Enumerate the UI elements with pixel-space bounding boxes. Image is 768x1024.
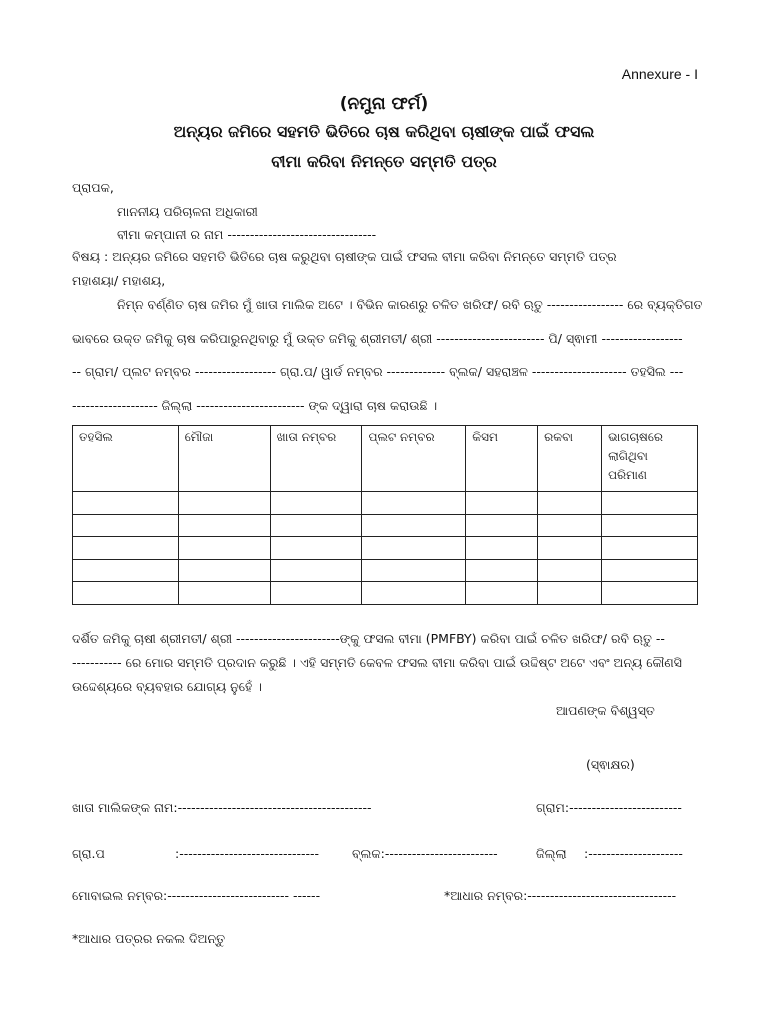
consent-line-2: ----------- ରେ ମୋର ସମ୍ମତି ପ୍ରଦାନ କରୁଛି । ଏହି ସମ୍ମତି କେବଳ ଫସଲ ବୀମା କରିବା ପାଇଁ ଉଦ୍ଦିଷ୍ଟ ଅଟେ ଏବଂ ଅନ୍ୟ କୌଣସି bbox=[72, 655, 682, 670]
header-share-quantity bbox=[602, 426, 698, 492]
recipient-label: ପ୍ରାପକ, bbox=[72, 180, 114, 195]
cell[interactable] bbox=[362, 559, 466, 582]
mobile-number-field[interactable]: ମୋବାଇଲ ନମ୍ବର:--------------------------- ------ bbox=[72, 888, 321, 903]
consent-line-3: ଉଦ୍ଦେଶ୍ୟରେ ବ୍ୟବହାର ଯୋଗ୍ୟ ନୁହେଁ । bbox=[72, 679, 262, 694]
cell[interactable] bbox=[538, 582, 602, 605]
annexure-label: Annexure - I bbox=[621, 66, 698, 82]
cell[interactable] bbox=[362, 582, 466, 605]
cell[interactable] bbox=[73, 514, 179, 537]
table-row bbox=[73, 559, 698, 582]
aadhaar-footnote: *ଆଧାର ପତ୍ରର ନକଲ ଦିଅନ୍ତୁ bbox=[72, 931, 225, 946]
header-share-line-2: ଲାଗିଥିବା bbox=[608, 449, 648, 463]
table-row bbox=[73, 537, 698, 560]
cell[interactable] bbox=[362, 537, 466, 560]
cell[interactable] bbox=[466, 514, 538, 537]
header-tahasil: ତହସିଲ bbox=[73, 426, 179, 492]
signature-label: (ସ୍ଵାକ୍ଷର) bbox=[586, 757, 635, 772]
table-header-row bbox=[73, 426, 698, 492]
body-line-4: ------------------- ଜିଲ୍ଲା ------------------------ ଙ୍କ ଦ୍ୱାରା ଚାଷ କରାଉଛି । bbox=[72, 398, 438, 413]
header-kisam: କିସମ bbox=[466, 426, 538, 492]
subject-line: ବିଷୟ : ଅନ୍ୟର ଜମିରେ ସହମତି ଭିତିରେ ଚାଷ କରୁଥିବା ଚାଷୀଙ୍କ ପାଇଁ ଫସଲ ବୀମା କରିବା ନିମନ୍ତେ ସମ୍ମତି ପତ୍ର bbox=[72, 249, 617, 264]
cell[interactable] bbox=[73, 582, 179, 605]
salutation: ମହାଶୟା/ ମହାଶୟ, bbox=[72, 273, 166, 288]
aadhaar-number-field[interactable]: *ଆଧାର ନମ୍ବର:--------------------------------- bbox=[444, 888, 677, 903]
gp-label: ଗ୍ରା.ପ bbox=[72, 846, 105, 861]
owner-name-field[interactable]: ଖାତା ମାଲିକଙ୍କ ନାମ:------------------------------------------- bbox=[72, 800, 372, 815]
cell[interactable] bbox=[466, 582, 538, 605]
village-field[interactable]: ଗ୍ରାମ:------------------------- bbox=[536, 800, 682, 815]
form-title-line-2: ବୀମା କରିବା ନିମନ୍ତେ ସମ୍ମତି ପତ୍ର bbox=[271, 152, 497, 171]
cell[interactable] bbox=[538, 492, 602, 515]
body-line-1: ନିମ୍ନ ବର୍ଣ୍ଣିତ ଚାଷ ଜମିର ମୁଁ ଖାତା ମାଲିକ ଅଟେ । ବିଭିନ କାରଣରୁ ଚଳିତ ଖରିଫ/ ରବି ଋତୁ ----------------- ରେ ବ୍ୟକ୍ତିଗତ bbox=[117, 297, 703, 312]
table-row bbox=[73, 514, 698, 537]
cell[interactable] bbox=[178, 582, 270, 605]
cell[interactable] bbox=[466, 492, 538, 515]
officer-line: ମାନନୀୟ ପରିଚାଳନା ଅଧିକାରୀ bbox=[117, 204, 258, 219]
header-plot-number: ପ୍ଲଟ ନମ୍ବର bbox=[362, 426, 466, 492]
cell[interactable] bbox=[73, 559, 179, 582]
header-share-line-1: ଭାଗଚାଷରେ bbox=[608, 430, 663, 444]
gp-field[interactable]: :------------------------------- bbox=[175, 846, 320, 861]
cell[interactable] bbox=[270, 537, 362, 560]
cell[interactable] bbox=[538, 514, 602, 537]
cell[interactable] bbox=[73, 537, 179, 560]
cell[interactable] bbox=[178, 514, 270, 537]
form-title-sample: (ନମୁନା ଫର୍ମ) bbox=[339, 94, 429, 114]
cell[interactable] bbox=[178, 559, 270, 582]
cell[interactable] bbox=[538, 537, 602, 560]
table-row bbox=[73, 492, 698, 515]
cell[interactable] bbox=[270, 514, 362, 537]
cell[interactable] bbox=[270, 559, 362, 582]
form-title-line-1: ଅନ୍ୟର ଜମିରେ ସହମତି ଭିତିରେ ଚାଷ କରିଥିବା ଚାଷୀଙ୍କ ପାଇଁ ଫସଲ bbox=[173, 122, 595, 141]
consent-line-1: ଦର୍ଶିତ ଜମିକୁ ଚାଷୀ ଶ୍ରୀମତୀ/ ଶ୍ରୀ -----------------------ଙ୍କୁ ଫସଲ ବୀମା (PMFBY) କରିବା ପାଇଁ ଚଳିତ ଖରିଫ/ ରବି ଋତୁ -- bbox=[72, 631, 665, 646]
header-mouja: ମୌଜା bbox=[178, 426, 270, 492]
cell[interactable] bbox=[270, 492, 362, 515]
cell[interactable] bbox=[270, 582, 362, 605]
header-share-line-3: ପରିମାଣ bbox=[608, 468, 647, 482]
cell[interactable] bbox=[362, 492, 466, 515]
yours-faithfully: ଆପଣଙ୍କ ବିଶ୍ୱସ୍ତ bbox=[556, 703, 655, 718]
district-label: ଜିଲ୍ଲା bbox=[536, 846, 567, 861]
cell[interactable] bbox=[362, 514, 466, 537]
insurance-company-line: ବୀମା କମ୍ପାନୀ ର ନାମ --------------------------------- bbox=[117, 227, 377, 242]
header-khata-number: ଖାତା ନମ୍ବର bbox=[270, 426, 362, 492]
cell[interactable] bbox=[538, 559, 602, 582]
cell[interactable] bbox=[602, 559, 698, 582]
cell[interactable] bbox=[73, 492, 179, 515]
land-details-table bbox=[72, 425, 698, 605]
block-field[interactable]: ବ୍ଲକ:------------------------- bbox=[352, 846, 498, 861]
header-rakaba: ରକବା bbox=[538, 426, 602, 492]
cell[interactable] bbox=[602, 514, 698, 537]
cell[interactable] bbox=[178, 537, 270, 560]
cell[interactable] bbox=[466, 559, 538, 582]
table-row bbox=[73, 582, 698, 605]
district-field[interactable]: :--------------------- bbox=[584, 846, 683, 861]
cell[interactable] bbox=[466, 537, 538, 560]
body-line-2: ଭାବରେ ଉକ୍ତ ଜମିକୁ ଚାଷ କରିପାରୁନଥିବାରୁ ମୁଁ ଉକ୍ତ ଜମିକୁ ଶ୍ରୀମତୀ/ ଶ୍ରୀ ------------------------ ପି/ ସ୍ଵାମୀ ------------------ bbox=[72, 331, 683, 346]
cell[interactable] bbox=[602, 492, 698, 515]
body-line-3: -- ଗ୍ରାମ/ ପ୍ଲଟ ନମ୍ବର ------------------ ଗ୍ରା.ପ/ ୱାର୍ଡ ନମ୍ବର ------------- ବ୍ଲକ/ ସହରାଞ୍ଚଳ --------------------- ତହସିଲ --- bbox=[72, 364, 684, 379]
cell[interactable] bbox=[178, 492, 270, 515]
cell[interactable] bbox=[602, 537, 698, 560]
cell[interactable] bbox=[602, 582, 698, 605]
